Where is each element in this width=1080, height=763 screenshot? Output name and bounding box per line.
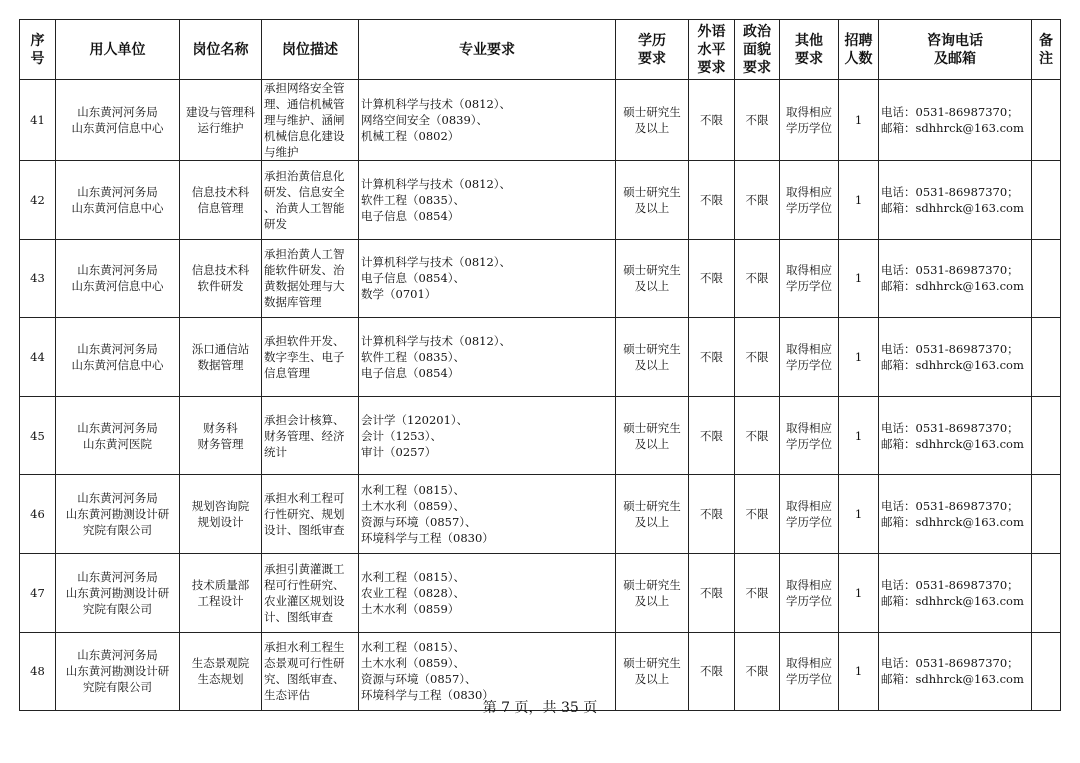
cell-remark — [1032, 396, 1061, 475]
cell-position: 生态景观院 生态规划 — [180, 632, 262, 711]
header-contact: 咨询电话 及邮箱 — [879, 20, 1032, 80]
table-row — [20, 318, 1061, 397]
cell-count: 1 — [839, 239, 879, 318]
cell-major: 计算机科学与技术（0812）、 软件工程（0835）、 电子信息（0854） — [359, 161, 616, 240]
cell-seq: 43 — [20, 239, 56, 318]
table-row — [20, 475, 1061, 554]
cell-major: 水利工程（0815）、 土木水利（0859）、 资源与环境（0857）、 环境科学与工程（0830） — [359, 632, 616, 711]
table-row — [20, 239, 1061, 318]
cell-seq: 45 — [20, 396, 56, 475]
cell-contact: 电话：0531-86987370； 邮箱：sdhhrck@163.com — [879, 553, 1032, 632]
cell-contact: 电话：0531-86987370； 邮箱：sdhhrck@163.com — [879, 396, 1032, 475]
cell-unit: 山东黄河河务局 山东黄河信息中心 — [56, 161, 180, 240]
cell-position: 建设与管理科 运行维护 — [180, 80, 262, 161]
cell-edu: 硕士研究生 及以上 — [616, 80, 689, 161]
cell-unit: 山东黄河河务局 山东黄河信息中心 — [56, 239, 180, 318]
cell-unit: 山东黄河河务局 山东黄河勘测设计研 究院有限公司 — [56, 632, 180, 711]
cell-major: 水利工程（0815）、 土木水利（0859）、 资源与环境（0857）、 环境科学与工程（0830） — [359, 475, 616, 554]
cell-lang: 不限 — [689, 239, 735, 318]
cell-count: 1 — [839, 632, 879, 711]
cell-contact: 电话：0531-86987370； 邮箱：sdhhrck@163.com — [879, 80, 1032, 161]
cell-desc: 承担治黄人工智 能软件研发、治 黄数据处理与大 数据库管理 — [262, 239, 359, 318]
cell-lang: 不限 — [689, 80, 735, 161]
header-position: 岗位名称 — [180, 20, 262, 80]
cell-contact: 电话：0531-86987370； 邮箱：sdhhrck@163.com — [879, 239, 1032, 318]
cell-desc: 承担网络安全管 理、通信机械管 理与维护、涵闸 机械信息化建设 与维护 — [262, 80, 359, 161]
recruitment-table — [19, 19, 1061, 711]
cell-contact: 电话：0531-86987370； 邮箱：sdhhrck@163.com — [879, 632, 1032, 711]
cell-politics: 不限 — [735, 396, 780, 475]
cell-lang: 不限 — [689, 396, 735, 475]
cell-politics: 不限 — [735, 161, 780, 240]
cell-unit: 山东黄河河务局 山东黄河勘测设计研 究院有限公司 — [56, 475, 180, 554]
cell-count: 1 — [839, 318, 879, 397]
cell-other: 取得相应 学历学位 — [780, 318, 839, 397]
cell-count: 1 — [839, 161, 879, 240]
cell-desc: 承担会计核算、 财务管理、经济 统计 — [262, 396, 359, 475]
cell-remark — [1032, 553, 1061, 632]
cell-seq: 48 — [20, 632, 56, 711]
header-desc: 岗位描述 — [262, 20, 359, 80]
cell-position: 信息技术科 信息管理 — [180, 161, 262, 240]
cell-position: 信息技术科 软件研发 — [180, 239, 262, 318]
cell-other: 取得相应 学历学位 — [780, 475, 839, 554]
cell-seq: 46 — [20, 475, 56, 554]
header-other: 其他 要求 — [780, 20, 839, 80]
cell-major: 会计学（120201）、 会计（1253）、 审计（0257） — [359, 396, 616, 475]
header-politics: 政治 面貌 要求 — [735, 20, 780, 80]
cell-remark — [1032, 475, 1061, 554]
cell-position: 泺口通信站 数据管理 — [180, 318, 262, 397]
cell-edu: 硕士研究生 及以上 — [616, 475, 689, 554]
cell-remark — [1032, 80, 1061, 161]
cell-politics: 不限 — [735, 553, 780, 632]
cell-position: 技术质量部 工程设计 — [180, 553, 262, 632]
table-row — [20, 553, 1061, 632]
cell-desc: 承担水利工程生 态景观可行性研 究、图纸审查、 生态评估 — [262, 632, 359, 711]
header-unit: 用人单位 — [56, 20, 180, 80]
header-count: 招聘 人数 — [839, 20, 879, 80]
cell-position: 规划咨询院 规划设计 — [180, 475, 262, 554]
cell-edu: 硕士研究生 及以上 — [616, 632, 689, 711]
cell-remark — [1032, 318, 1061, 397]
header-seq: 序 号 — [20, 20, 56, 80]
cell-lang: 不限 — [689, 161, 735, 240]
header-major: 专业要求 — [359, 20, 616, 80]
cell-edu: 硕士研究生 及以上 — [616, 553, 689, 632]
header-remark: 备 注 — [1032, 20, 1061, 80]
cell-seq: 41 — [20, 80, 56, 161]
cell-major: 计算机科学与技术（0812）、 软件工程（0835）、 电子信息（0854） — [359, 318, 616, 397]
cell-politics: 不限 — [735, 632, 780, 711]
cell-unit: 山东黄河河务局 山东黄河信息中心 — [56, 80, 180, 161]
cell-remark — [1032, 161, 1061, 240]
cell-politics: 不限 — [735, 239, 780, 318]
cell-seq: 44 — [20, 318, 56, 397]
cell-seq: 42 — [20, 161, 56, 240]
header-edu: 学历 要求 — [616, 20, 689, 80]
cell-contact: 电话：0531-86987370； 邮箱：sdhhrck@163.com — [879, 161, 1032, 240]
cell-politics: 不限 — [735, 80, 780, 161]
cell-desc: 承担治黄信息化 研发、信息安全 、治黄人工智能 研发 — [262, 161, 359, 240]
cell-other: 取得相应 学历学位 — [780, 161, 839, 240]
cell-remark — [1032, 239, 1061, 318]
cell-count: 1 — [839, 475, 879, 554]
cell-contact: 电话：0531-86987370； 邮箱：sdhhrck@163.com — [879, 318, 1032, 397]
cell-major: 计算机科学与技术（0812）、 电子信息（0854）、 数学（0701） — [359, 239, 616, 318]
cell-major: 计算机科学与技术（0812）、 网络空间安全（0839）、 机械工程（0802） — [359, 80, 616, 161]
cell-lang: 不限 — [689, 632, 735, 711]
cell-count: 1 — [839, 396, 879, 475]
cell-edu: 硕士研究生 及以上 — [616, 396, 689, 475]
cell-edu: 硕士研究生 及以上 — [616, 318, 689, 397]
cell-lang: 不限 — [689, 318, 735, 397]
cell-desc: 承担水利工程可 行性研究、规划 设计、图纸审查 — [262, 475, 359, 554]
cell-other: 取得相应 学历学位 — [780, 239, 839, 318]
cell-desc: 承担引黄灌溉工 程可行性研究、 农业灌区规划设 计、图纸审查 — [262, 553, 359, 632]
header-row — [20, 20, 1061, 80]
cell-seq: 47 — [20, 553, 56, 632]
cell-other: 取得相应 学历学位 — [780, 553, 839, 632]
cell-contact: 电话：0531-86987370； 邮箱：sdhhrck@163.com — [879, 475, 1032, 554]
table-row — [20, 161, 1061, 240]
cell-edu: 硕士研究生 及以上 — [616, 239, 689, 318]
page-number: 第 7 页，共 35 页 — [482, 700, 598, 716]
cell-unit: 山东黄河河务局 山东黄河勘测设计研 究院有限公司 — [56, 553, 180, 632]
cell-edu: 硕士研究生 及以上 — [616, 161, 689, 240]
cell-desc: 承担软件开发、 数字孪生、电子 信息管理 — [262, 318, 359, 397]
cell-major: 水利工程（0815）、 农业工程（0828）、 土木水利（0859） — [359, 553, 616, 632]
cell-other: 取得相应 学历学位 — [780, 632, 839, 711]
cell-politics: 不限 — [735, 318, 780, 397]
cell-lang: 不限 — [689, 553, 735, 632]
table-row — [20, 80, 1061, 161]
cell-count: 1 — [839, 553, 879, 632]
cell-other: 取得相应 学历学位 — [780, 396, 839, 475]
table-row — [20, 396, 1061, 475]
cell-count: 1 — [839, 80, 879, 161]
cell-other: 取得相应 学历学位 — [780, 80, 839, 161]
cell-politics: 不限 — [735, 475, 780, 554]
cell-unit: 山东黄河河务局 山东黄河信息中心 — [56, 318, 180, 397]
cell-lang: 不限 — [689, 475, 735, 554]
cell-unit: 山东黄河河务局 山东黄河医院 — [56, 396, 180, 475]
header-lang: 外语 水平 要求 — [689, 20, 735, 80]
cell-position: 财务科 财务管理 — [180, 396, 262, 475]
